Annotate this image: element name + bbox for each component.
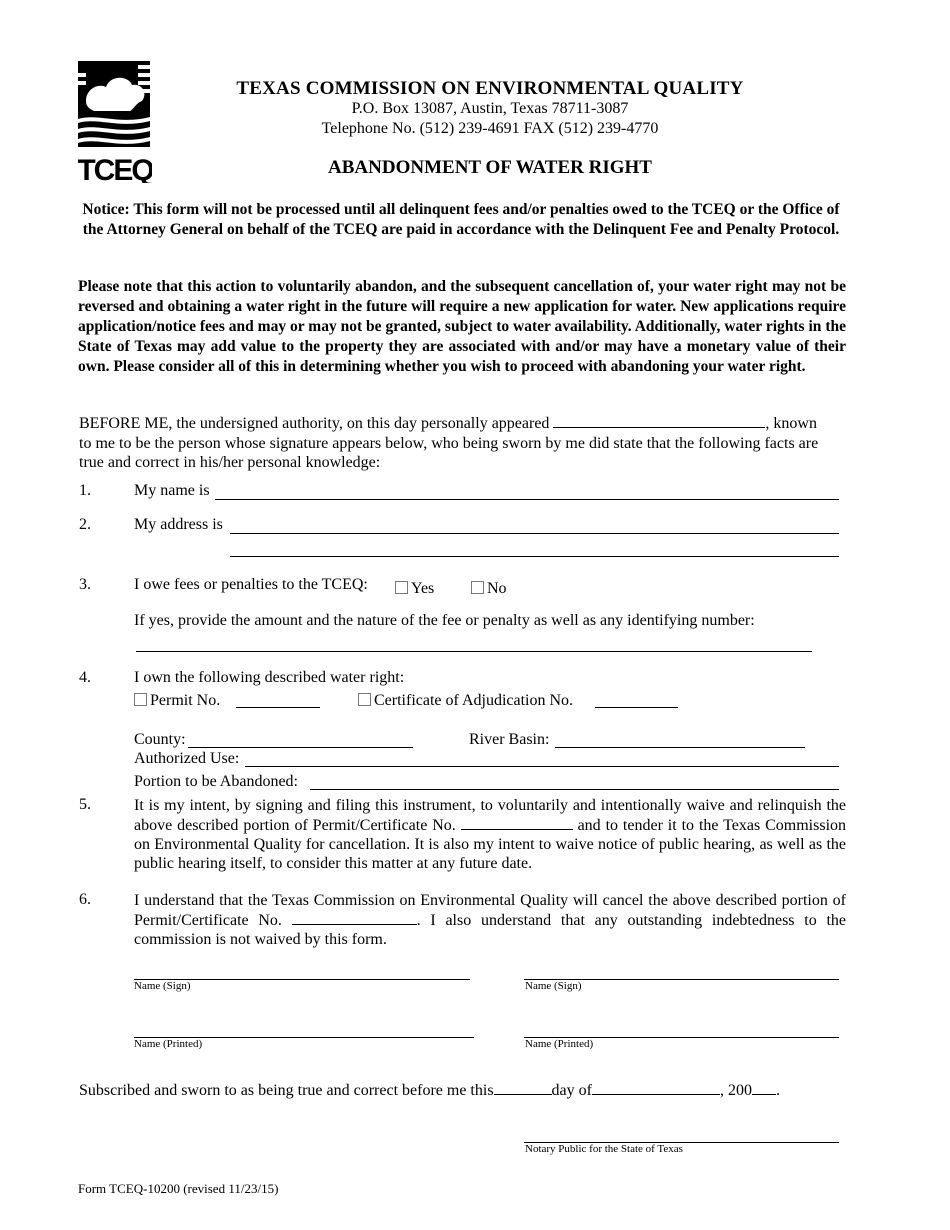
delinquent-fee-notice: Notice: This form will not be processed until all delinquent fees and/or penalties owed to the TCEQ or the Office of the Attorney General on behalf of the TCEQ are paid in accordance with the Delinquent Fee and Penalty Protocol. [82,201,840,238]
owe-fees-label: I owe fees or penalties to the TCEQ: [134,576,368,593]
affidavit-intro [79,413,819,473]
permit-number-field[interactable] [236,707,320,708]
understanding-text-2: . I also understand that any outstanding indebtedness to the commission is not waived by this form. [134,912,846,948]
name-field[interactable] [215,499,839,500]
address-label: My address is [134,516,223,533]
appeared-person-field[interactable] [553,413,765,428]
county-label: County: [134,731,186,748]
intent-paragraph [134,796,846,873]
owe-no-option[interactable] [471,580,507,598]
name-label: My name is [134,482,210,499]
intent-text-1: It is my intent, by signing and filing this instrument, to voluntarily and intentionally waive and relinquish the above described portion of Permit/Certificate No. [134,797,846,834]
abandonment-warning: Please note that this action to voluntarily abandon, and the subsequent cancellation of, your water right may not be reversed and obtaining a water right in the future will require a new application for water. New applications require application/notice fees and may or may not be granted, subject to water availability. Additionally, water rights in the State of Texas may add value to the property they are associated with and/or may have a monetary value of their own. Please consider all of this in determining whether you wish to proceed with abandoning your water right. [78,278,846,375]
owe-no-checkbox[interactable] [471,581,484,594]
certificate-number-field[interactable] [595,707,678,708]
portion-label: Portion to be Abandoned: [134,773,298,790]
understanding-text-1: I understand that the Texas Commission on Environmental Quality will cancel the above described portion of Permit/Certificate No. [134,892,846,929]
certificate-label: Certificate of Adjudication No. [374,692,574,709]
intent-permit-number-field[interactable] [461,815,573,830]
owe-no-label: No [487,580,507,597]
portion-field[interactable] [310,789,839,790]
sworn-statement [79,1080,780,1100]
item-number-6: 6. [79,891,91,908]
item-number-5: 5. [79,796,91,813]
fee-details-instruction: If yes, provide the amount and the nature of the fee or penalty as well as any identifying number: [134,612,755,629]
certificate-checkbox[interactable] [358,693,371,706]
agency-name: TEXAS COMMISSION ON ENVIRONMENTAL QUALITY [236,78,744,99]
river-basin-field[interactable] [555,747,805,748]
item-number-2: 2. [79,516,91,533]
affidavit-intro-text-1: BEFORE ME, the undersigned authority, on this day personally appeared [79,415,554,432]
permit-option[interactable] [134,692,220,710]
form-number-footer: Form TCEQ-10200 (revised 11/23/15) [78,1181,279,1196]
permit-label: Permit No. [150,692,221,709]
tceq-logo-graphic [78,61,152,183]
agency-phone: Telephone No. (512) 239-4691 FAX (512) 239-4770 [321,120,659,137]
river-basin-label: River Basin: [469,731,550,748]
fee-details-field[interactable] [136,651,812,652]
permit-checkbox[interactable] [134,693,147,706]
county-field[interactable] [188,747,413,748]
sworn-text-2: day of [551,1082,592,1099]
affidavit-intro-text-2: , known to me to be the person whose signature appears below, who being sworn by me did state that the following facts are true and correct in his/her personal knowledge: [79,415,819,471]
name-printed-label-left: Name (Printed) [134,1038,203,1050]
item-number-3: 3. [79,576,91,593]
agency-address: P.O. Box 13087, Austin, Texas 78711-3087 [351,100,629,117]
intent-text-2: and to tender it to the Texas Commission on Environmental Quality for cancellation. It is also my intent to waive notice of public hearing, as well as the public hearing itself, to consider this matter at any future date. [134,817,847,872]
logo-text: TCEQ [78,154,152,183]
tceq-logo [78,61,152,183]
item-number-4: 4. [79,669,91,686]
understanding-paragraph [134,891,846,949]
owe-yes-checkbox[interactable] [395,581,408,594]
sworn-text-4: . [775,1082,780,1099]
sworn-text-1: Subscribed and sworn to as being true and correct before me this [79,1082,494,1099]
sworn-day-field[interactable] [494,1080,552,1095]
certificate-option[interactable] [358,692,573,710]
notary-label: Notary Public for the State of Texas [525,1143,683,1155]
water-right-label: I own the following described water right: [134,669,405,686]
understanding-permit-number-field[interactable] [292,910,417,925]
address-field-line-1[interactable] [230,533,839,534]
address-field-line-2[interactable] [230,556,839,557]
authorized-use-label: Authorized Use: [134,750,240,767]
name-sign-label-right: Name (Sign) [525,980,582,992]
sworn-text-3: , 200 [719,1082,752,1099]
name-sign-label-left: Name (Sign) [134,980,191,992]
form-title: ABANDONMENT OF WATER RIGHT [328,157,652,178]
name-printed-label-right: Name (Printed) [525,1038,594,1050]
authorized-use-field[interactable] [245,766,839,767]
owe-yes-option[interactable] [395,580,434,598]
sworn-month-field[interactable] [592,1080,720,1095]
sworn-year-field[interactable] [752,1080,776,1095]
owe-yes-label: Yes [411,580,435,597]
item-number-1: 1. [79,482,91,499]
